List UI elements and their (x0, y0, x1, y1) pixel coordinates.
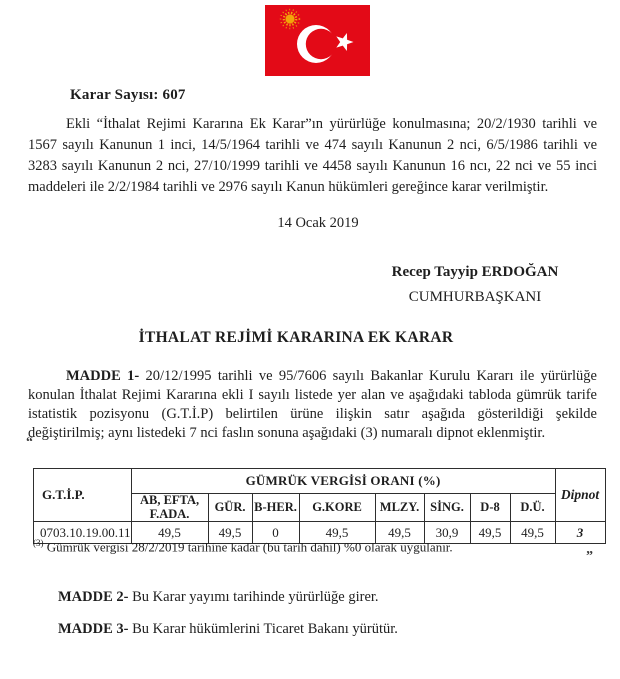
signatory-title: CUMHURBAŞKANI (408, 289, 542, 305)
table-subheader-mlzy: MLZY. (375, 494, 424, 522)
table-subheader-sing: SİNG. (424, 494, 470, 522)
cell-rate-mlzy: 49,5 (375, 522, 424, 544)
footnote-text: Gümrük vergisi 28/2/2019 tarihine kadar (bu tarih dahil) %0 olarak uygulanır. (43, 539, 453, 555)
decree-heading: İTHALAT REJİMİ KARARINA EK KARAR (138, 329, 454, 346)
article-2-text: Bu Karar yayımı tarihinde yürürlüğe girer. (128, 589, 379, 605)
close-quote: ” (586, 549, 593, 564)
open-quote: “ (26, 435, 33, 450)
article-3 (28, 621, 597, 638)
cell-gtip-code: 0703.10.19.00.11 (34, 522, 132, 544)
article-3-label: MADDE 3- (58, 621, 129, 637)
article-1-label: MADDE 1- (66, 368, 140, 384)
decree-date: 14 Ocak 2019 (277, 215, 359, 231)
flag-graphic (265, 5, 370, 76)
article-2-label: MADDE 2- (58, 589, 129, 605)
signature-block (355, 260, 595, 310)
cell-rate-d8: 49,5 (470, 522, 510, 544)
decree-number: Karar Sayısı: 607 (70, 87, 186, 103)
cell-rate-b-her: 0 (252, 522, 299, 544)
table-header-gtip: G.T.İ.P. (34, 469, 132, 522)
footnote-marker: (3) (33, 538, 44, 548)
table-subheader-du: D.Ü. (510, 494, 555, 522)
article-1 (28, 367, 597, 443)
table-subheader-g-kore: G.KORE (299, 494, 375, 522)
article-2 (28, 589, 597, 606)
article-1-text: 20/12/1995 tarihli ve 95/7606 sayılı Bakanlar Kurulu Kararı ile yürürlüğe konulan İthalat Rejimi Kararına ekli I sayılı listede yer alan ve aşağıdaki tabloda gümrük tarife istatistik pozisyonu (G.T.İ.P) belirtilen ürüne ilişkin satır aşağıda gösterildiği şekilde değiştirilmiş; aynı listedeki 7 nci faslın sonuna aşağıdaki (3) numaralı dipnot eklenmiştir. (28, 368, 597, 441)
table-header-customs-duty-rate: GÜMRÜK VERGİSİ ORANI (%) (131, 469, 555, 494)
signatory-name: Recep Tayyip ERDOĞAN (391, 264, 559, 280)
cell-rate-gur: 49,5 (208, 522, 252, 544)
cell-rate-sing: 30,9 (424, 522, 470, 544)
cell-rate-g-kore: 49,5 (299, 522, 375, 544)
table-header-dipnot: Dipnot (555, 469, 605, 522)
table-subheader-gur: GÜR. (208, 494, 252, 522)
intro-paragraph: Ekli “İthalat Rejimi Kararına Ek Karar”ın yürürlüğe konulmasına; 20/2/1930 tarihli ve 1567 sayılı Kanunun 1 inci, 14/5/1964 tarihli ve 474 sayılı Kanunun 2 nci, 6/5/1986 tarihli ve 3283 sayılı Kanunun 2 nci, 27/10/1999 tarihli ve 4458 sayılı Kanunun 16 ncı, 22 nci ve 55 inci maddeleri ile 2/2/1984 tarihli ve 2976 sayılı Kanun hükümleri gereğince karar verilmiştir. (28, 116, 597, 195)
cell-rate-ab-efta: 49,5 (131, 522, 208, 544)
turkish-presidential-flag (265, 5, 370, 76)
article-3-text: Bu Karar hükümlerini Ticaret Bakanı yürütür. (128, 621, 398, 637)
table-subheader-b-her: B-HER. (252, 494, 299, 522)
cell-rate-du: 49,5 (510, 522, 555, 544)
table-subheader-ab-efta: AB, EFTA, F.ADA. (131, 494, 208, 522)
tariff-table (33, 468, 606, 544)
footnote (33, 538, 573, 555)
cell-dipnot: 3 (555, 522, 605, 544)
table-subheader-d8: D-8 (470, 494, 510, 522)
